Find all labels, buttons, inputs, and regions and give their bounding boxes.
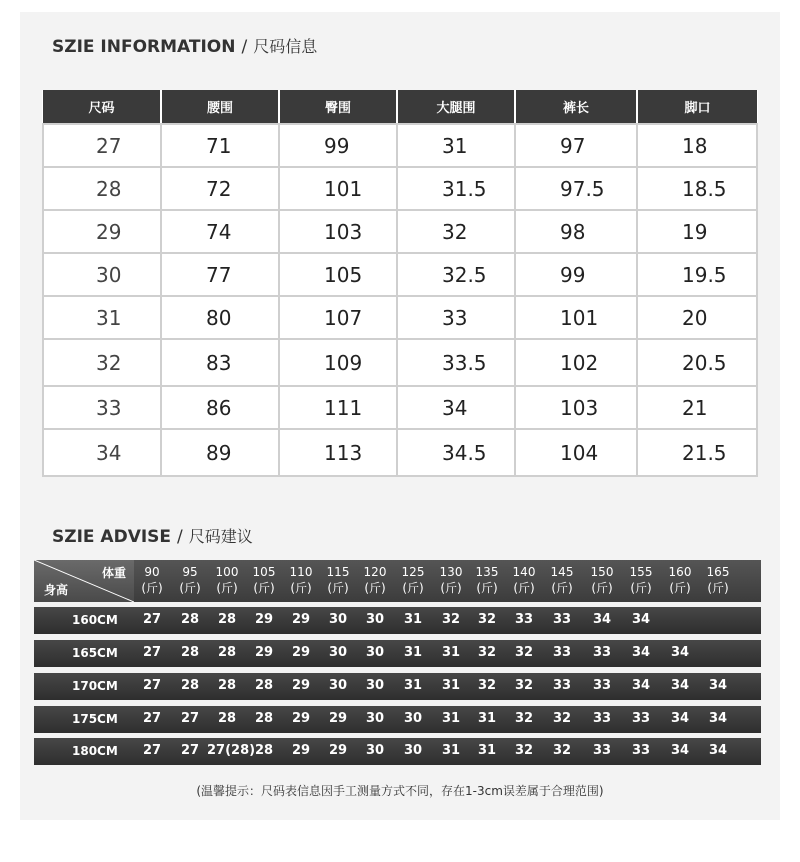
recommended-size: 32 [477, 612, 497, 627]
recommended-size: 30 [328, 645, 348, 660]
table-cell: 18.5 [637, 167, 757, 210]
table-cell: 33 [43, 386, 161, 429]
weight-column-header: 140 (斤) [512, 565, 536, 595]
recommended-size: 27 [142, 711, 162, 726]
table-cell: 21.5 [637, 429, 757, 476]
size-info-table [42, 90, 758, 477]
recommended-size: 32 [552, 711, 572, 726]
table-cell: 109 [279, 339, 397, 386]
recommended-size: 29 [291, 645, 311, 660]
table-cell: 86 [161, 386, 279, 429]
height-label: 170CM [72, 679, 118, 693]
weight-column-header: 105 (斤) [252, 565, 276, 595]
recommended-size: 27(28) [207, 743, 256, 758]
table-row [43, 386, 757, 429]
table-cell: 32 [43, 339, 161, 386]
table-cell: 20 [637, 296, 757, 339]
recommended-size: 29 [291, 743, 311, 758]
table-cell: 102 [515, 339, 637, 386]
recommended-size: 30 [403, 743, 423, 758]
size-info-title-en: SZIE INFORMATION [52, 37, 236, 57]
weight-column-header: 125 (斤) [401, 565, 425, 595]
recommended-size: 33 [552, 612, 572, 627]
recommended-size: 27 [142, 612, 162, 627]
recommended-size: 32 [477, 645, 497, 660]
recommended-size: 27 [180, 711, 200, 726]
recommended-size: 28 [217, 645, 237, 660]
recommended-size: 31 [441, 678, 461, 693]
weight-column-header: 160 (斤) [668, 565, 692, 595]
weight-column-header: 120 (斤) [363, 565, 387, 595]
recommended-size: 33 [552, 645, 572, 660]
table-cell: 27 [43, 124, 161, 167]
weight-column-header: 110 (斤) [289, 565, 313, 595]
table-cell: 103 [279, 210, 397, 253]
recommended-size: 34 [631, 678, 651, 693]
column-header: 臀围 [279, 90, 397, 124]
table-cell: 20.5 [637, 339, 757, 386]
table-cell: 101 [279, 167, 397, 210]
table-cell: 72 [161, 167, 279, 210]
recommended-size: 30 [365, 645, 385, 660]
recommended-size: 34 [708, 678, 728, 693]
recommended-size: 34 [708, 711, 728, 726]
recommended-size: 28 [217, 612, 237, 627]
table-cell: 31 [397, 124, 515, 167]
table-cell: 89 [161, 429, 279, 476]
recommended-size: 28 [254, 743, 274, 758]
weight-column-header: 150 (斤) [590, 565, 614, 595]
recommended-size: 28 [217, 678, 237, 693]
advise-row [34, 738, 761, 765]
recommended-size: 32 [552, 743, 572, 758]
recommended-size: 30 [365, 711, 385, 726]
recommended-size: 29 [291, 678, 311, 693]
table-cell: 30 [43, 253, 161, 296]
recommended-size: 27 [142, 645, 162, 660]
recommended-size: 29 [254, 612, 274, 627]
table-row [43, 253, 757, 296]
table-cell: 77 [161, 253, 279, 296]
recommended-size: 31 [403, 678, 423, 693]
recommended-size: 31 [441, 711, 461, 726]
advise-corner-cell [34, 560, 134, 602]
recommended-size: 34 [631, 645, 651, 660]
table-cell: 29 [43, 210, 161, 253]
recommended-size: 28 [217, 711, 237, 726]
recommended-size: 31 [441, 743, 461, 758]
table-cell: 33.5 [397, 339, 515, 386]
recommended-size: 31 [477, 743, 497, 758]
column-header: 脚口 [637, 90, 757, 124]
recommended-size: 34 [592, 612, 612, 627]
recommended-size: 33 [514, 612, 534, 627]
title-separator: / [177, 527, 183, 547]
table-row [43, 210, 757, 253]
advise-row [34, 673, 761, 700]
height-label: 165CM [72, 646, 118, 660]
recommended-size: 32 [514, 743, 534, 758]
title-separator: / [241, 37, 248, 57]
recommended-size: 32 [514, 645, 534, 660]
table-cell: 34 [397, 386, 515, 429]
recommended-size: 34 [670, 645, 690, 660]
weight-column-header: 165 (斤) [706, 565, 730, 595]
recommended-size: 28 [254, 678, 274, 693]
height-label: 180CM [72, 744, 118, 758]
recommended-size: 27 [142, 743, 162, 758]
table-cell: 31.5 [397, 167, 515, 210]
recommended-size: 29 [254, 645, 274, 660]
recommended-size: 33 [631, 711, 651, 726]
recommended-size: 29 [291, 612, 311, 627]
recommended-size: 29 [291, 711, 311, 726]
advise-row [34, 640, 761, 667]
recommended-size: 28 [180, 612, 200, 627]
table-cell: 28 [43, 167, 161, 210]
weight-column-header: 115 (斤) [326, 565, 350, 595]
recommended-size: 33 [552, 678, 572, 693]
height-label: 175CM [72, 712, 118, 726]
table-cell: 103 [515, 386, 637, 429]
table-cell: 31 [43, 296, 161, 339]
table-row [43, 296, 757, 339]
weight-column-header: 90 (斤) [141, 565, 163, 595]
size-advise-title [52, 524, 253, 547]
table-row [43, 167, 757, 210]
table-cell: 97.5 [515, 167, 637, 210]
recommended-size: 33 [592, 645, 612, 660]
table-row [43, 124, 757, 167]
table-cell: 104 [515, 429, 637, 476]
measurement-note: (温馨提示：尺码表信息因手工测量方式不同，存在1-3cm误差属于合理范围) [196, 784, 604, 798]
advise-row [34, 706, 761, 733]
recommended-size: 34 [708, 743, 728, 758]
table-cell: 113 [279, 429, 397, 476]
weight-column-header: 145 (斤) [550, 565, 574, 595]
table-cell: 97 [515, 124, 637, 167]
height-label: 160CM [72, 613, 118, 627]
corner-weight-label: 体重 [101, 566, 126, 580]
recommended-size: 34 [670, 743, 690, 758]
recommended-size: 33 [592, 711, 612, 726]
recommended-size: 33 [592, 743, 612, 758]
recommended-size: 32 [514, 711, 534, 726]
recommended-size: 32 [514, 678, 534, 693]
size-info-header-row [43, 90, 757, 124]
table-cell: 71 [161, 124, 279, 167]
column-header: 大腿围 [397, 90, 515, 124]
recommended-size: 28 [180, 678, 200, 693]
table-cell: 101 [515, 296, 637, 339]
table-cell: 19.5 [637, 253, 757, 296]
recommended-size: 29 [328, 743, 348, 758]
recommended-size: 30 [365, 743, 385, 758]
table-cell: 83 [161, 339, 279, 386]
recommended-size: 30 [365, 678, 385, 693]
column-header: 裤长 [515, 90, 637, 124]
recommended-size: 30 [365, 612, 385, 627]
table-row [43, 429, 757, 476]
recommended-size: 30 [328, 678, 348, 693]
size-advise-title-cn: 尺码建议 [188, 527, 253, 546]
size-info-title-cn: 尺码信息 [253, 37, 318, 56]
table-cell: 34 [43, 429, 161, 476]
weight-column-header: 95 (斤) [179, 565, 201, 595]
recommended-size: 32 [477, 678, 497, 693]
table-cell: 19 [637, 210, 757, 253]
table-cell: 21 [637, 386, 757, 429]
table-cell: 80 [161, 296, 279, 339]
recommended-size: 27 [142, 678, 162, 693]
recommended-size: 31 [477, 711, 497, 726]
table-cell: 107 [279, 296, 397, 339]
recommended-size: 34 [670, 711, 690, 726]
recommended-size: 34 [670, 678, 690, 693]
table-cell: 99 [279, 124, 397, 167]
column-header: 腰围 [161, 90, 279, 124]
table-row [43, 339, 757, 386]
table-cell: 99 [515, 253, 637, 296]
table-cell: 32.5 [397, 253, 515, 296]
advise-row [34, 607, 761, 634]
weight-column-header: 130 (斤) [439, 565, 463, 595]
table-cell: 105 [279, 253, 397, 296]
recommended-size: 29 [328, 711, 348, 726]
recommended-size: 27 [180, 743, 200, 758]
size-info-title [52, 34, 317, 57]
table-cell: 32 [397, 210, 515, 253]
recommended-size: 32 [441, 612, 461, 627]
recommended-size: 33 [631, 743, 651, 758]
table-cell: 18 [637, 124, 757, 167]
recommended-size: 31 [403, 612, 423, 627]
recommended-size: 30 [403, 711, 423, 726]
weight-column-header: 155 (斤) [629, 565, 653, 595]
size-advise-title-en: SZIE ADVISE [52, 527, 172, 547]
weight-column-header: 135 (斤) [475, 565, 499, 595]
recommended-size: 30 [328, 612, 348, 627]
table-cell: 33 [397, 296, 515, 339]
recommended-size: 28 [180, 645, 200, 660]
recommended-size: 34 [631, 612, 651, 627]
size-advise-header [34, 560, 761, 602]
table-cell: 111 [279, 386, 397, 429]
recommended-size: 28 [254, 711, 274, 726]
table-cell: 34.5 [397, 429, 515, 476]
recommended-size: 31 [403, 645, 423, 660]
recommended-size: 31 [441, 645, 461, 660]
corner-height-label: 身高 [44, 583, 69, 597]
table-cell: 74 [161, 210, 279, 253]
weight-column-header: 100 (斤) [215, 565, 239, 595]
column-header: 尺码 [43, 90, 161, 124]
table-cell: 98 [515, 210, 637, 253]
recommended-size: 33 [592, 678, 612, 693]
